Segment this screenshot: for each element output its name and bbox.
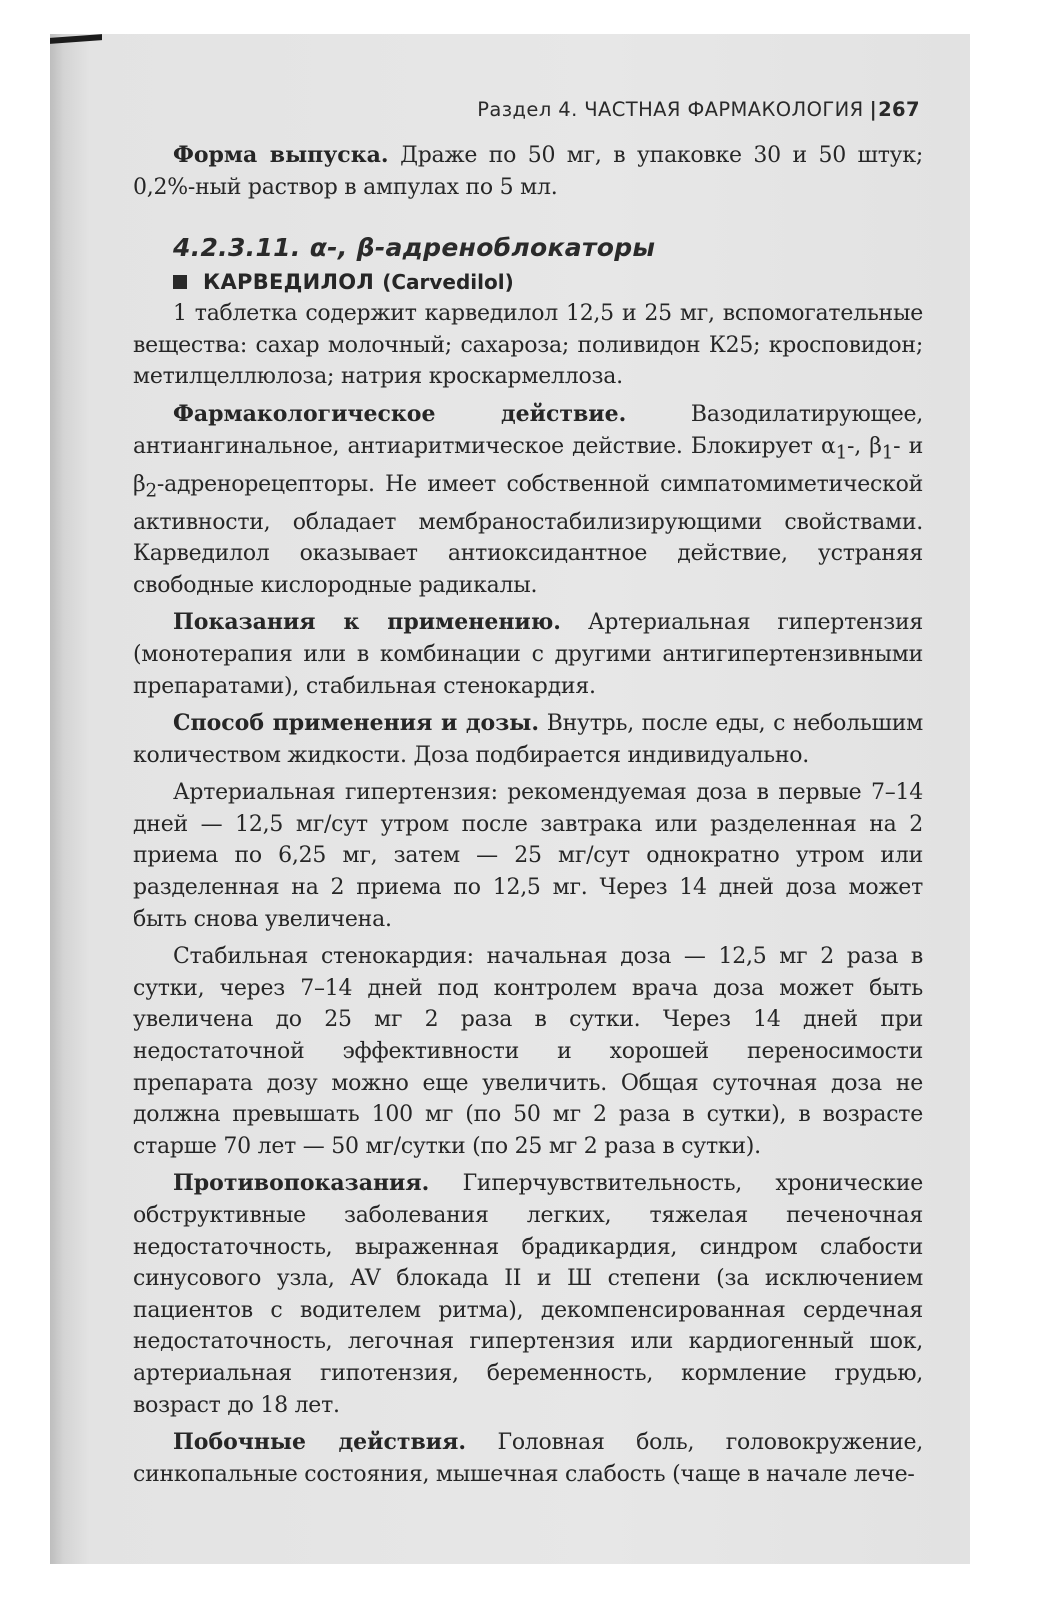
side-effects-text: Головная боль, головокружение, синкопальные состояния, мышечная слабость (чаще в начале лече- [133,1430,924,1487]
pharm-action-text: -, β [847,433,882,459]
pharm-action-text: -адренорецепторы. Не имеет собственной симпатомиметической активности, обладает мембраностабилизирующими свойствами. Карведилол оказывает антиоксидантное действие, устраняя свободные кислородные радикалы. [133,471,923,598]
subscript: 2 [145,479,157,501]
contraindications-label: Противопоказания. [173,1170,430,1197]
subscript: 1 [881,441,894,463]
composition-paragraph: 1 таблетка содержит карведилол 12,5 и 25 мг, вспомогательные вещества: сахар молочный; сахароза; поливидон К25; кросповидон; метилцеллюлоза; натрия кроскармеллоза. [133,301,923,390]
pharm-action-text: - и β [133,433,924,497]
side-effects-label: Побочные действия. [173,1429,466,1456]
square-bullet-icon [173,275,187,289]
contraindications-paragraph [133,1168,923,1421]
header-separator: | [869,98,878,121]
dosage-paragraph [133,708,923,771]
drug-title [173,270,923,294]
section-number: 4.2.3.11. [173,233,301,263]
header-title: Раздел 4. ЧАСТНАЯ ФАРМАКОЛОГИЯ [477,98,864,121]
page-number: 267 [878,98,920,121]
dosage-label: Способ применения и дозы. [173,710,539,737]
running-header [400,98,920,121]
page-body [133,140,923,1490]
drug-latin-name: (Carvedilol) [382,270,514,295]
subscript: 1 [835,441,848,463]
release-form-paragraph [133,140,923,203]
indications-text: Артериальная гипертензия (монотерапия или в комбинации с другими антигипертензивными препаратами), стабильная стенокардия. [133,610,923,699]
section-heading [173,233,923,262]
dosage-text: Внутрь, после еды, с небольшим количеством жидкости. Доза подбирается индивидуально. [133,711,923,768]
contraindications-text: Гиперчувствительность, хронические обструктивные заболевания легких, тяжелая печеночная недостаточность, выраженная брадикардия, синдром слабости синусового узла, AV блокада II и Ш степени (за исключением пациентов с водителем ритма), декомпенсированная сердечная недостаточность, легочная гипертензия или кардиогенный шок, артериальная гипотензия, беременность, кормление грудью, возраст до 18 лет. [133,1171,923,1418]
release-form-label: Форма выпуска. [173,142,389,168]
release-form-text: Драже по 50 мг, в упаковке 30 и 50 штук; 0,2%-ный раствор в ампулах по 5 мл. [133,143,923,200]
pharm-action-text: Вазодилатирующее, антиангинальное, антиаритмическое действие. Блокирует α [133,401,923,459]
section-title: α-, β-адреноблокаторы [309,233,656,263]
side-effects-paragraph [133,1427,923,1490]
indications-label: Показания к применению. [173,609,561,636]
pharm-action-paragraph [133,399,923,601]
dosage-angina-paragraph: Стабильная стенокардия: начальная доза — 12,5 мг 2 раза в сутки, через 7–14 дней под контролем врача доза может быть увеличена до 25 мг 2 раза в сутки. Через 14 дней при недостаточной эффективности и хорошей переносимости препарата дозу можно еще увеличить. Общая суточная доза не должна превышать 100 мг (по 50 мг 2 раза в сутки), в возрасте старше 70 лет — 50 мг/сутки (по 25 мг 2 раза в сутки). [133,944,923,1159]
pharm-action-label: Фармакологическое действие. [173,400,627,427]
drug-name: КАРВЕДИЛОЛ [203,270,375,295]
dosage-hypertension-paragraph: Артериальная гипертензия: рекомендуемая доза в первые 7–14 дней — 12,5 мг/сут утром после завтрака или разделенная на 2 приема по 6,25 мг, затем — 25 мг/сут однократно утром или разделенная на 2 приема по 12,5 мг. Через 14 дней доза может быть снова увеличена. [133,780,923,932]
indications-paragraph [133,607,923,702]
